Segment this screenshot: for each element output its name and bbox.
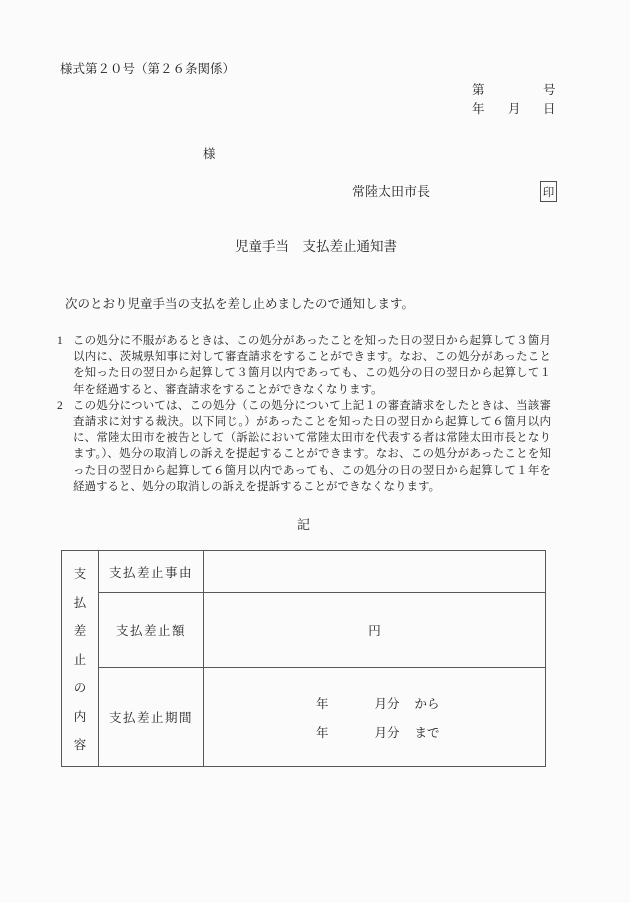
date-day-label: 日 xyxy=(543,102,556,116)
row-label-reason: 支払差止事由 xyxy=(99,551,204,593)
period-to-month: 月分 xyxy=(374,725,400,740)
period-from-year: 年 xyxy=(316,696,329,711)
form-number: 様式第２０号（第２６条関係） xyxy=(60,62,236,76)
note-number: 2 xyxy=(57,399,63,412)
date-year-label: 年 xyxy=(472,102,485,116)
doc-number-suffix: 号 xyxy=(543,83,556,97)
legal-notes xyxy=(57,333,551,495)
period-from-suffix: から xyxy=(414,696,440,711)
period-from-line xyxy=(316,688,440,717)
seal-label: 印 xyxy=(542,186,555,199)
seal-box xyxy=(540,181,557,202)
doc-number-prefix: 第 xyxy=(472,83,485,97)
date-month-label: 月 xyxy=(508,102,521,116)
amount-unit-label: 円 xyxy=(368,624,381,638)
note-number: 1 xyxy=(57,335,63,347)
period-value-cell xyxy=(204,668,545,766)
row-label-period: 支払差止期間 xyxy=(99,668,204,766)
period-to-line xyxy=(316,717,440,746)
note-text: この処分については、この処分（この処分について上記１の審査請求をしたときは、当該審査請求に対する裁決。以下同じ。）があったことを知った日の翌日から起算して６箇月以内に、常陸太田市を被告として（訴訟において常陸太田市を代表する者は常陸太田市長となります。）、処分の取消しの訴えを提起することができます。なお、この処分があったことを知った日の翌日から起算して６箇月以内であっても、この処分の日の翌日から起算して１年を経過すると、処分の取消しの訴えを提訴することができなくなります。 xyxy=(72,399,551,493)
period-from-month: 月分 xyxy=(374,696,400,711)
reason-value-cell xyxy=(204,551,545,593)
legal-note-2 xyxy=(57,398,551,495)
recipient-honorific: 様 xyxy=(203,147,216,161)
suspension-table xyxy=(61,550,546,767)
ki-heading: 記 xyxy=(297,517,311,532)
document-title: 児童手当 支払差止通知書 xyxy=(235,239,397,254)
period-to-year: 年 xyxy=(316,725,329,740)
legal-note-1 xyxy=(57,333,551,398)
amount-value-cell xyxy=(204,593,545,668)
note-text: この処分に不服があるときは、この処分があったことを知った日の翌日から起算して３箇月以内に、茨城県知事に対して審査請求をすることができます。なお、この処分があったことを知った日の翌日から起算して３箇月以内であっても、この処分の日の翌日から起算して１年を経過すると、審査請求をすることができなくなります。 xyxy=(72,335,551,396)
row-label-amount: 支払差止額 xyxy=(99,593,204,668)
intro-text: 次のとおり児童手当の支払を差し止めましたので通知します。 xyxy=(65,297,415,311)
table-group-label: 支 払 差 止 の 内 容 xyxy=(62,551,99,766)
period-to-suffix: まで xyxy=(414,725,440,740)
sender-name: 常陸太田市長 xyxy=(352,184,431,199)
